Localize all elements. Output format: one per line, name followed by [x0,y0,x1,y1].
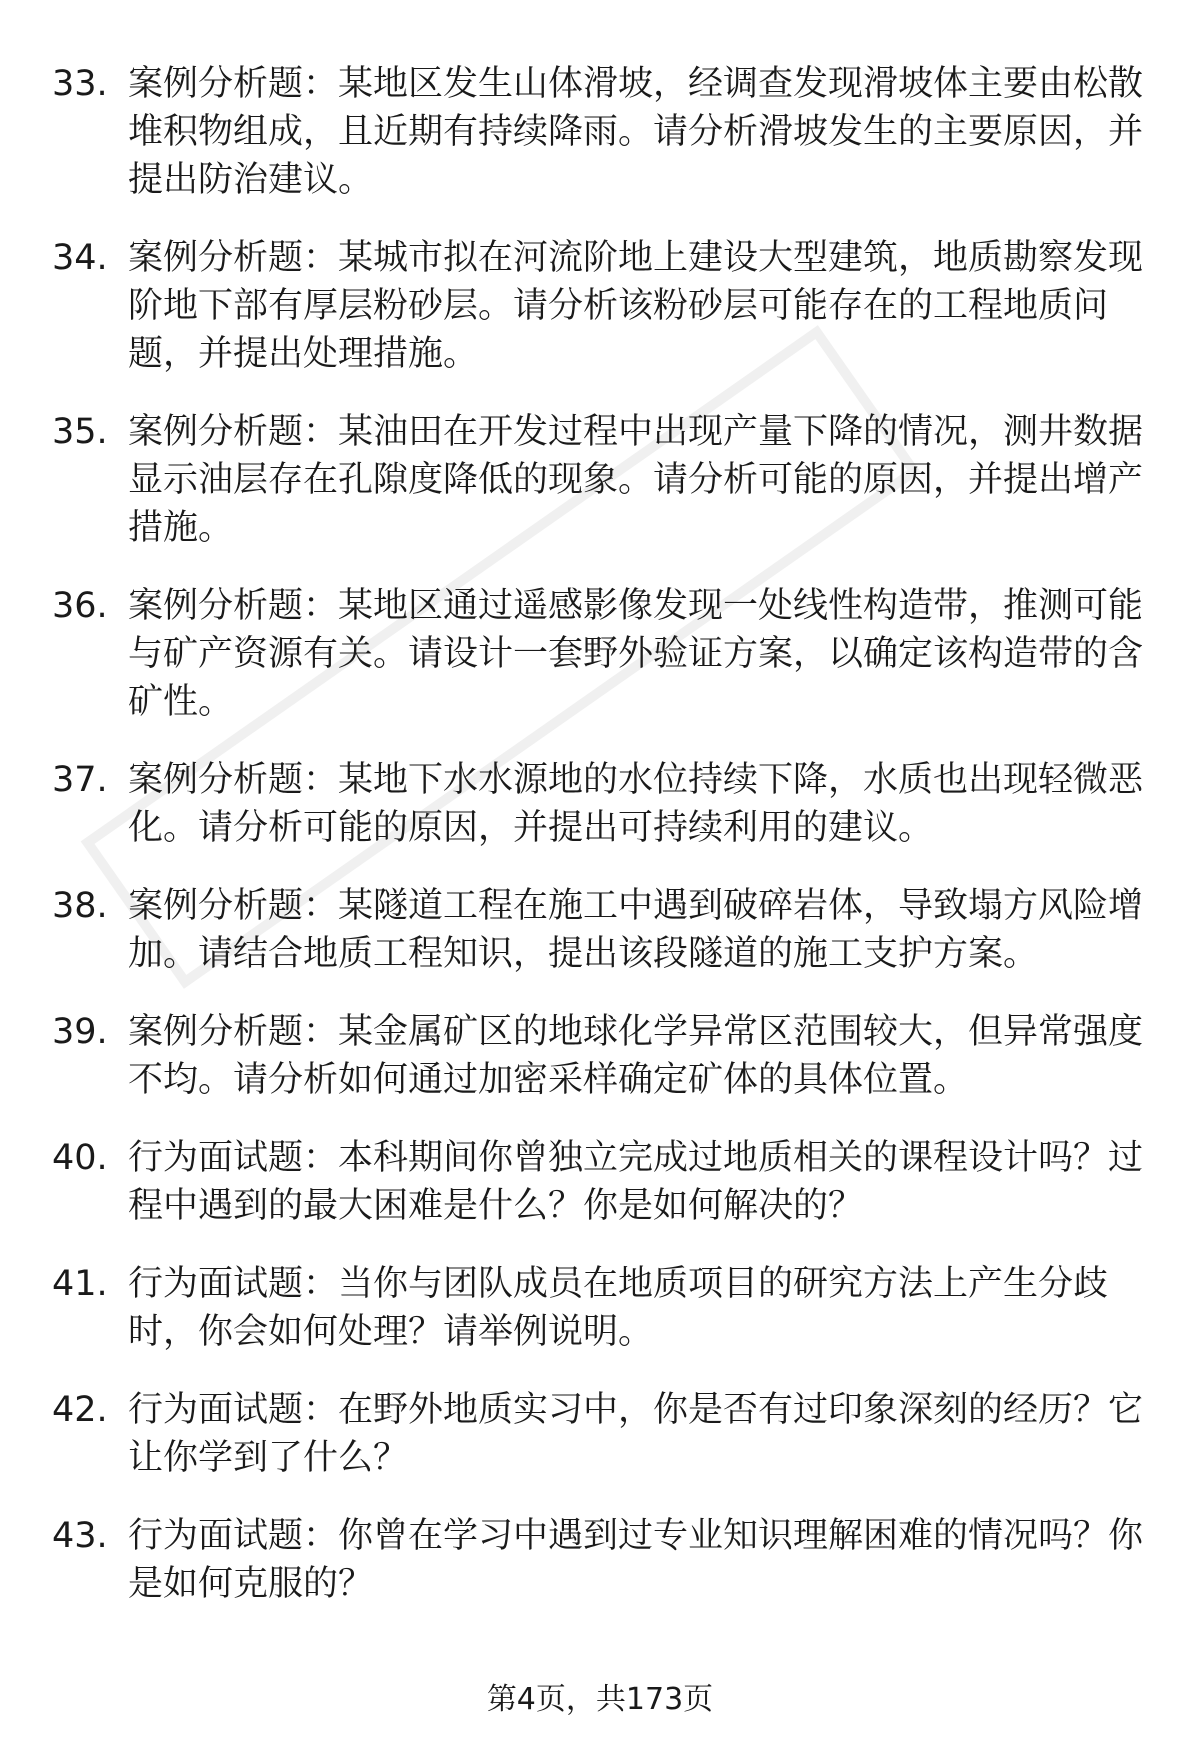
question-text: 案例分析题：某油田在开发过程中出现产量下降的情况，测井数据显示油层存在孔隙度降低的现象。请分析可能的原因，并提出增产措施。 [128,412,1144,548]
question-item [52,1260,1152,1356]
question-item [52,582,1152,726]
question-number: 43. [52,1516,108,1556]
question-item [52,882,1152,978]
question-text: 行为面试题：本科期间你曾独立完成过地质相关的课程设计吗？过程中遇到的最大困难是什么？你是如何解决的？ [128,1138,1144,1226]
question-number: 37. [52,760,108,800]
question-number: 36. [52,586,108,626]
question-item [52,1512,1152,1608]
question-item [52,234,1152,378]
question-text: 案例分析题：某地区发生山体滑坡，经调查发现滑坡体主要由松散堆积物组成，且近期有持续降雨。请分析滑坡发生的主要原因，并提出防治建议。 [128,64,1144,200]
question-item [52,1386,1152,1482]
question-number: 33. [52,64,108,104]
question-item [52,408,1152,552]
question-number: 38. [52,886,108,926]
question-number: 41. [52,1264,108,1304]
question-number: 42. [52,1390,108,1430]
question-text: 行为面试题：在野外地质实习中，你是否有过印象深刻的经历？它让你学到了什么？ [128,1390,1144,1478]
question-item [52,60,1152,204]
question-item [52,756,1152,852]
question-text: 案例分析题：某隧道工程在施工中遇到破碎岩体，导致塌方风险增加。请结合地质工程知识，提出该段隧道的施工支护方案。 [128,886,1144,974]
page-number: 第4页，共173页 [486,1682,714,1717]
question-item [52,1134,1152,1230]
question-number: 39. [52,1012,108,1052]
question-text: 案例分析题：某金属矿区的地球化学异常区范围较大，但异常强度不均。请分析如何通过加密采样确定矿体的具体位置。 [128,1012,1144,1100]
question-number: 40. [52,1138,108,1178]
question-item [52,1008,1152,1104]
question-number: 35. [52,412,108,452]
question-text: 案例分析题：某地下水水源地的水位持续下降，水质也出现轻微恶化。请分析可能的原因，并提出可持续利用的建议。 [128,760,1144,848]
question-number: 34. [52,238,108,278]
question-list [52,60,1152,1638]
question-text: 案例分析题：某地区通过遥感影像发现一处线性构造带，推测可能与矿产资源有关。请设计一套野外验证方案，以确定该构造带的含矿性。 [128,586,1144,722]
question-text: 行为面试题：你曾在学习中遇到过专业知识理解困难的情况吗？你是如何克服的？ [128,1516,1144,1604]
question-text: 案例分析题：某城市拟在河流阶地上建设大型建筑，地质勘察发现阶地下部有厚层粉砂层。请分析该粉砂层可能存在的工程地质问题，并提出处理措施。 [128,238,1144,374]
question-text: 行为面试题：当你与团队成员在地质项目的研究方法上产生分歧时，你会如何处理？请举例说明。 [128,1264,1109,1352]
